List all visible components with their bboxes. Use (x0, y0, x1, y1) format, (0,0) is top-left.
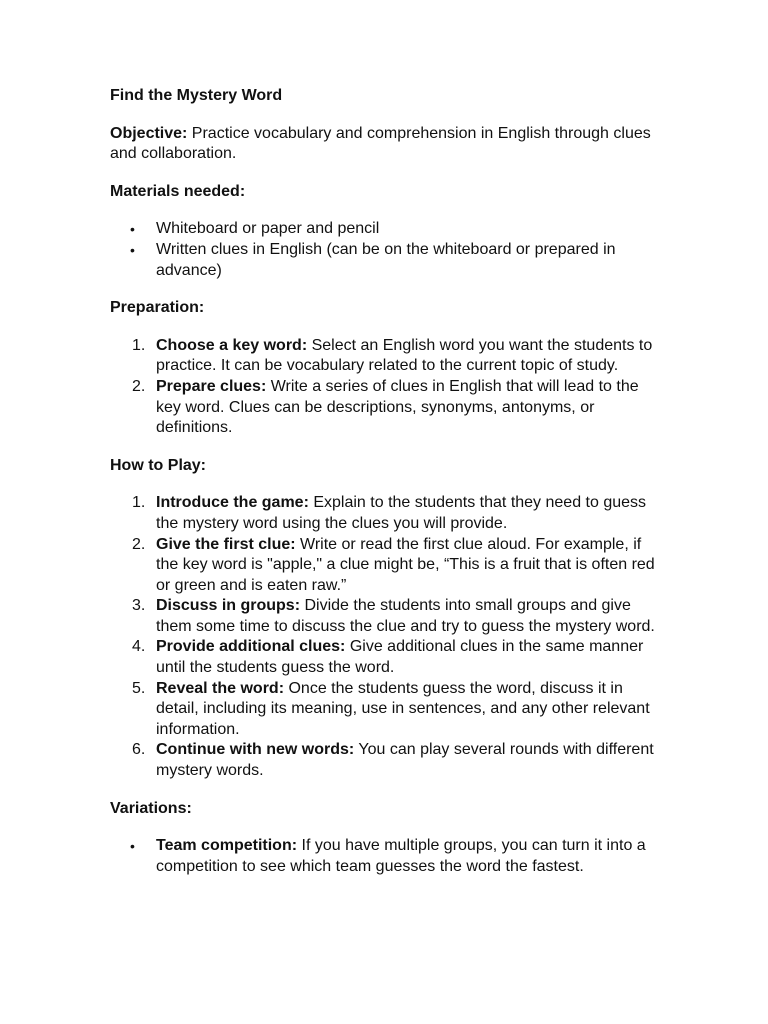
step-number: 1. (132, 336, 146, 354)
step-text: Divide the students into small groups and give them some time to discuss the clue and try to guess the mystery word. (156, 597, 655, 635)
materials-item: • Whiteboard or paper and pencil (110, 219, 658, 240)
step-text: You can play several rounds with different mystery words. (156, 741, 654, 780)
step-text: Give additional clues in the same manner until the students guess the word. (156, 638, 644, 677)
step-label: Continue with new words: (156, 741, 355, 759)
play-step (110, 679, 658, 741)
document-body (110, 86, 658, 894)
step-number: 5. (132, 679, 146, 697)
materials-item: • Written clues in English (can be on the whiteboard or prepared in advance) (110, 240, 658, 281)
preparation-heading: Preparation: (110, 299, 205, 317)
materials-list (110, 219, 658, 281)
preparation-list (110, 336, 658, 439)
materials-heading: Materials needed: (110, 182, 246, 200)
document-title: Find the Mystery Word (110, 87, 283, 104)
objective-label: Objective: (110, 124, 188, 142)
step-text: Select an English word you want the students to practice. It can be vocabulary related to the current topic of study. (156, 336, 653, 375)
preparation-step (110, 336, 658, 377)
step-text: Explain to the students that they need to guess the mystery word using the clues you will provide. (156, 494, 647, 532)
step-label: Choose a key word: (156, 336, 308, 354)
step-label: Prepare clues: (156, 377, 267, 395)
variations-item (110, 836, 658, 877)
objective-text: Practice vocabulary and comprehension in English through clues and collaboration. (110, 124, 651, 163)
variation-label: Team competition: (156, 837, 298, 855)
play-step (110, 535, 658, 597)
step-number: 3. (132, 597, 146, 615)
step-label: Discuss in groups: (156, 597, 301, 615)
step-number: 6. (132, 741, 146, 759)
step-label: Introduce the game: (156, 494, 309, 512)
variations-list (110, 836, 658, 877)
step-label: Give the first clue: (156, 535, 296, 553)
variations-heading: Variations: (110, 799, 192, 817)
preparation-step (110, 377, 658, 439)
how-to-play-list (110, 493, 658, 781)
step-number: 1. (132, 494, 146, 512)
play-step (110, 740, 658, 781)
objective-paragraph (110, 124, 658, 165)
step-text: Write or read the first clue aloud. For example, if the key word is "apple," a clue might be, “This is a fruit that is often red or green and is eaten raw.” (156, 535, 655, 594)
variation-text: If you have multiple groups, you can turn it into a competition to see which team guesses the word the fastest. (156, 837, 646, 875)
play-step (110, 637, 658, 678)
how-to-play-heading: How to Play: (110, 456, 207, 474)
play-step (110, 493, 658, 534)
step-number: 4. (132, 638, 146, 656)
step-text: Once the students guess the word, discuss it in detail, including its meaning, use in sentences, and any other relevant information. (156, 679, 650, 738)
step-number: 2. (132, 535, 146, 553)
step-label: Provide additional clues: (156, 638, 346, 656)
step-label: Reveal the word: (156, 679, 285, 697)
play-step (110, 596, 658, 637)
step-number: 2. (132, 377, 146, 395)
step-text: Write a series of clues in English that will lead to the key word. Clues can be descriptions, synonyms, antonyms, or definitions. (156, 377, 639, 437)
